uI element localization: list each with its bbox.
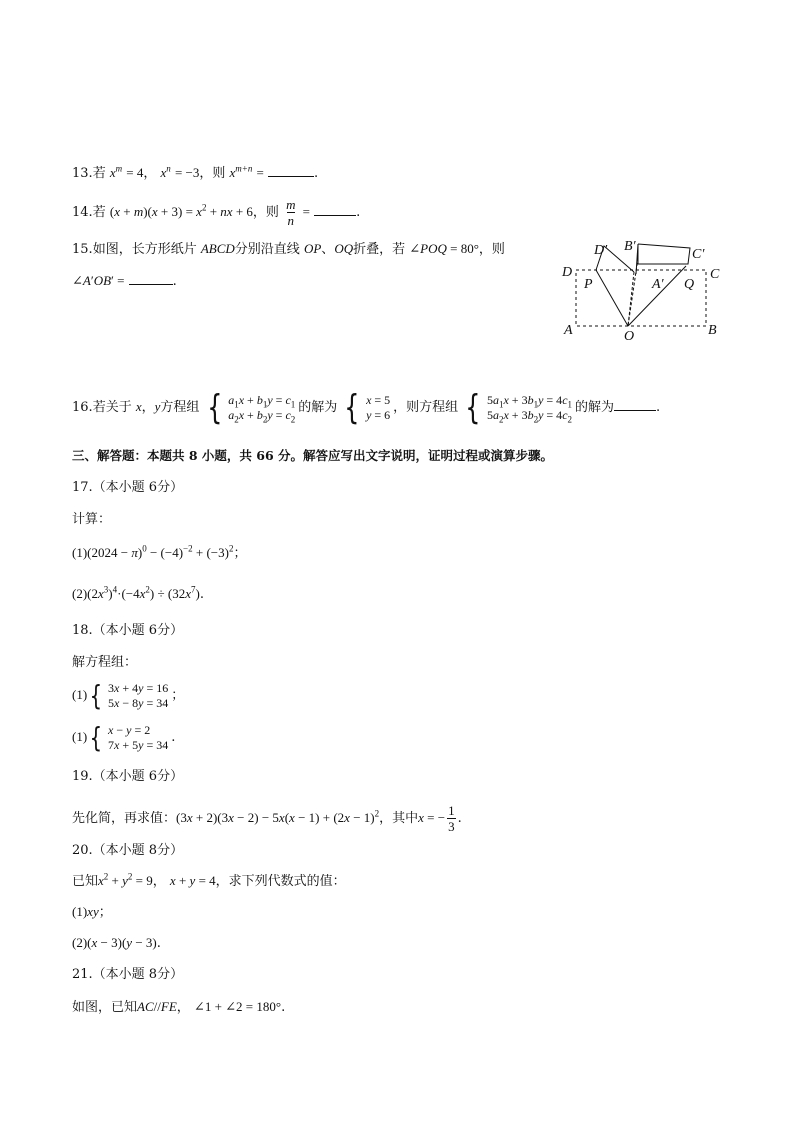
question-number: 14. [72,205,93,220]
question-19-body: 先化简，再求值：$(3x + 2)(3x - 2) - 5x(x - 1) + (2x - 1)^2$，其中x = − $\frac{1}{3}$ . [72,803,462,834]
math-expression: (x − 3)(y − 3) [87,935,157,950]
label-p: P [584,277,593,292]
question-16: 16.若关于 x，y方程组 { $a_1x + b_1y = c_1$ $a_2x + b_2y = c_2$ 的解为 { x = 5 y = 6 ，则方程组 { $5a_1x + 3b_1y = 4c_1$ $5a_2x + 3b_2y = 4c_2$ 的解为 . [72,387,661,428]
question-15: 15.如图，长方形纸片 ABCD分别沿直线 OP、OQ折叠，若 ∠POQ = 80°，则 [72,241,505,257]
question-number: 15. [72,242,93,257]
math-expression: ∠A′OB′ = [72,273,125,288]
question-18-intro: 解方程组： [72,655,138,670]
math-expression: x = − [418,810,446,825]
label-b: B [708,323,717,338]
answer-blank[interactable] [268,164,314,177]
question-20-part-1: (1)xy； [72,904,112,920]
question-18-part-1: (1) { 3x + 4y = 16 5x − 8y = 34 ； [72,678,185,712]
folding-figure [558,236,728,346]
answer-blank[interactable] [614,398,656,411]
question-14: 14.若 $(x + m)(x + 3) = x^2$ + nx + 6，则 $\frac{m}{n}$ = . [72,197,361,228]
math-expression: $x^m$ [109,163,123,180]
question-18-part-2: (1) { x − y = 2 7x + 5y = 34 . [72,720,176,754]
label-d-prime: D′ [594,243,608,258]
fold-line-op [596,270,628,326]
equation-system-1: { $a_1x + b_1y = c_1$ $a_2x + b_2y = c_2$ [206,387,296,428]
question-17-intro: 计算： [72,512,112,527]
question-20-heading: 20.（本小题 8分） [72,843,184,858]
fold-line-oq [628,266,686,326]
question-15-line2: ∠A′OB′ = . [72,273,177,289]
question-19-heading: 19.（本小题 6分） [72,769,184,784]
math-expression: $x^n$ [160,163,171,180]
question-number: 16. [72,400,93,415]
math-expression: $(2x^3)^4\cdot(-4x^2) \div (32x^7)$ [87,584,200,601]
question-number: 13. [72,166,93,181]
question-17-part-2: $(2)(2x^3)^4\cdot(-4x^2) \div (32x^7)$. [72,584,204,602]
question-21-heading: 21.（本小题 8分） [72,967,184,982]
math-expression: $(3x + 2)(3x - 2) - 5x(x - 1) + (2x - 1)^2$ [176,808,380,825]
question-20-part-2: (2)(x − 3)(y − 3). [72,935,161,951]
equation-system-2: { $5a_1x + 3b_1y = 4c_1$ $5a_2x + 3b_2y = 4c_2$ [465,387,573,428]
label-d: D [562,265,573,280]
question-18-heading: 18.（本小题 6分） [72,623,184,638]
math-expression: xy [87,904,99,919]
math-expression: ∠1 + ∠2 = 180° [193,999,282,1014]
math-expression: ∠POQ = 80° [409,241,479,256]
math-expression: x + y = 4 [169,873,216,888]
equation-system: { x − y = 2 7x + 5y = 34 [89,720,169,754]
question-13: 13.若 $x^m = 4$， $x^n = -3$，则 $x^{m+n}$ = . [72,163,319,181]
question-21-body: 如图，已知AC//FE， ∠1 + ∠2 = 180°. [72,999,286,1015]
answer-blank[interactable] [129,272,173,285]
equation-system: { 3x + 4y = 16 5x − 8y = 34 [89,678,169,712]
section-heading: 三、解答题：本题共 8 小题，共 66 分。解答应写出文字说明，证明过程或演算步骤。 [72,448,554,463]
label-q: Q [684,277,695,292]
math-expression: $(2024 - \pi)^0 - (-4)^{-2} + (-3)^2$ [87,543,234,560]
label-o: O [624,329,635,344]
question-20-body: 已知$x^2 + y^2 = 9$， x + y = 4，求下列代数式的值： [72,871,346,889]
label-a: A [564,323,573,338]
fraction-m-over-n: $\frac{m}{n}$ [286,197,296,228]
question-17-part-1: $(1)(2024 - \pi)^0 - (-4)^{-2} + (-3)^2$； [72,543,247,561]
math-expression: AC//FE [137,999,177,1014]
label-c: C [710,267,720,282]
math-expression: $(x + m)(x + 3) = x^2$ + nx + 6 [109,202,253,219]
label-b-prime: B′ [624,239,636,254]
solution-system: { x = 5 y = 6 [344,387,391,428]
label-a-prime: A′ [652,277,664,292]
answer-blank[interactable] [314,203,356,216]
question-17-heading: 17.（本小题 6分） [72,480,184,495]
math-expression: $x^{m+n}$ [229,163,253,180]
fraction-one-third: $\frac{1}{3}$ [448,803,455,834]
math-expression: $x^2 + y^2 = 9$ [98,871,153,888]
label-c-prime: C′ [692,247,705,262]
folded-flap-right [638,244,690,264]
